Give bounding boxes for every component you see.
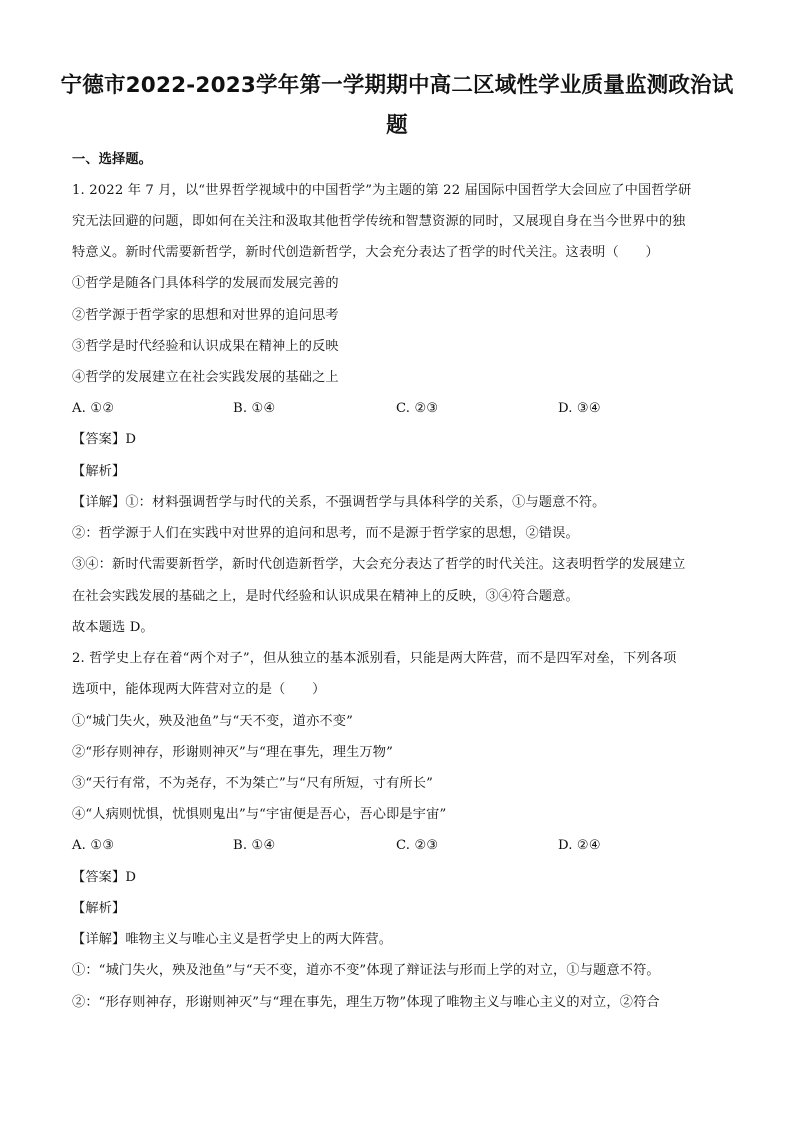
q1-explanation-5: 故本题选 D。 (72, 620, 154, 635)
title-line-2: 题 (386, 113, 408, 138)
title-line-1: 宁德市2022-2023学年第一学期期中高二区域性学业质量监测政治试 (60, 73, 734, 98)
q1-item-4: ④哲学的发展建立在社会实践发展的基础之上 (72, 370, 339, 385)
q1-analysis-label: 【解析】 (72, 464, 126, 479)
q2-stem-line-1: 2. 哲学史上存在着“两个对子”，但从独立的基本派别看，只能是两大阵营，而不是四军对垒，下列各项 (72, 651, 677, 666)
q1-item-2: ②哲学源于哲学家的思想和对世界的追问思考 (72, 308, 339, 323)
q2-explanation-2: ①：“城门失火，殃及池鱼”与“天不变，道亦不变”体现了辩证法与形而上学的对立，①与题意不符。 (72, 963, 660, 978)
q2-answer: 【答案】D (72, 870, 137, 885)
q2-option-a: A. ①③ (72, 838, 115, 853)
q1-item-3: ③哲学是时代经验和认识成果在精神上的反映 (72, 339, 339, 354)
q2-option-c: C. ②③ (396, 838, 439, 853)
q2-item-4: ④“人病则忧惧，忧惧则鬼出”与“宇宙便是吾心，吾心即是宇宙” (72, 807, 447, 822)
q2-explanation-3: ②：“形存则神存，形谢则神灭”与“理在事先，理生万物”体现了唯物主义与唯心主义的对立，②符合 (72, 995, 660, 1010)
q2-option-d: D. ②④ (558, 838, 601, 853)
section-heading: 一、选择题。 (72, 152, 153, 167)
q1-explanation-3: ③④：新时代需要新哲学，新时代创造新哲学，大会充分表达了哲学的时代关注。这表明哲学的发展建立 (72, 557, 686, 572)
q1-explanation-1: 【详解】①：材料强调哲学与时代的关系，不强调哲学与具体科学的关系，①与题意不符。 (72, 495, 606, 510)
q2-item-2: ②“形存则神存，形谢则神灭”与“理在事先，理生万物” (72, 745, 393, 760)
q1-stem-line-1: 1. 2022 年 7 月，以“世界哲学视域中的中国哲学”为主题的第 22 届国际中国哲学大会回应了中国哲学研 (72, 183, 692, 198)
q1-option-b: B. ①④ (233, 401, 276, 416)
q1-option-c: C. ②③ (396, 401, 439, 416)
q2-stem-line-2: 选项中，能体现两大阵营对立的是（ ） (72, 682, 326, 697)
q1-option-a: A. ①② (72, 401, 115, 416)
q1-stem-line-2: 究无法回避的问题，即如何在关注和汲取其他哲学传统和智慧资源的同时，又展现自身在当今世界中的独 (72, 214, 686, 229)
q1-explanation-4: 在社会实践发展的基础之上，是时代经验和认识成果在精神上的反映，③④符合题意。 (72, 589, 579, 604)
q2-option-b: B. ①④ (233, 838, 276, 853)
q1-stem-line-3: 特意义。新时代需要新哲学，新时代创造新哲学，大会充分表达了哲学的时代关注。这表明（ ） (72, 245, 659, 260)
document-title (60, 66, 734, 146)
q2-item-1: ①“城门失火，殃及池鱼”与“天不变，道亦不变” (72, 714, 353, 729)
q1-item-1: ①哲学是随各门具体科学的发展而发展完善的 (72, 276, 339, 291)
q2-explanation-1: 【详解】唯物主义与唯心主义是哲学史上的两大阵营。 (72, 932, 393, 947)
q2-item-3: ③“天行有常，不为尧存，不为桀亡”与“尺有所短，寸有所长” (72, 776, 434, 791)
q2-analysis-label: 【解析】 (72, 901, 126, 916)
q1-explanation-2: ②：哲学源于人们在实践中对世界的追问和思考，而不是源于哲学家的思想，②错误。 (72, 526, 579, 541)
q1-option-d: D. ③④ (558, 401, 601, 416)
q1-answer: 【答案】D (72, 432, 137, 447)
